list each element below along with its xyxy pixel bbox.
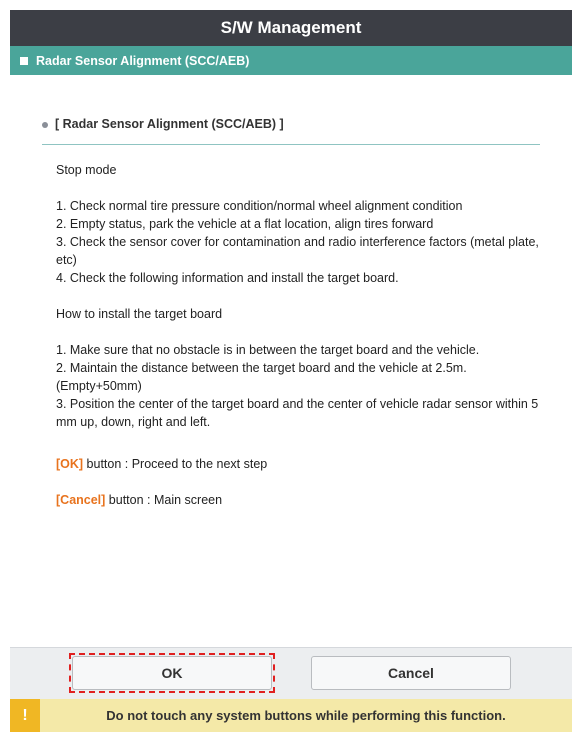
- app-window: [10, 10, 572, 732]
- ok-note-text: button : Proceed to the next step: [83, 457, 268, 471]
- stop-step-4: 4. Check the following information and install the target board.: [56, 271, 399, 285]
- warning-text: Do not touch any system buttons while performing this function.: [106, 708, 506, 723]
- section-title: Radar Sensor Alignment (SCC/AEB): [36, 53, 250, 68]
- stop-step-1: 1. Check normal tire pressure condition/normal wheel alignment condition: [56, 199, 463, 213]
- install-step-2: 2. Maintain the distance between the target board and the vehicle at 2.5m. (Empty+50mm): [56, 361, 467, 393]
- procedure-heading: [42, 117, 540, 145]
- instruction-panel: [10, 75, 572, 647]
- stop-step-3: 3. Check the sensor cover for contamination and radio interference factors (metal plate, etc): [56, 235, 539, 267]
- instruction-text: [56, 161, 546, 509]
- ok-button[interactable]: OK: [72, 656, 272, 690]
- window-title: S/W Management: [220, 18, 362, 37]
- cancel-note: [56, 491, 546, 509]
- procedure-heading-text: [ Radar Sensor Alignment (SCC/AEB) ]: [55, 117, 284, 131]
- window-title-bar: [10, 10, 572, 46]
- exclamation-icon: !: [10, 699, 40, 732]
- section-header: [10, 46, 572, 75]
- install-step-3: 3. Position the center of the target board and the center of vehicle radar sensor within 5 mm up, down, right and left.: [56, 397, 539, 429]
- ok-note-key: [OK]: [56, 457, 84, 471]
- ok-note: [56, 455, 546, 473]
- button-bar: [10, 647, 572, 700]
- warning-banner: [10, 699, 572, 732]
- cancel-note-text: button : Main screen: [105, 493, 223, 507]
- install-title: How to install the target board: [56, 307, 223, 321]
- stop-mode-title: Stop mode: [56, 163, 117, 177]
- cancel-button[interactable]: Cancel: [311, 656, 511, 690]
- square-bullet-icon: [20, 57, 28, 65]
- install-step-1: 1. Make sure that no obstacle is in between the target board and the vehicle.: [56, 343, 480, 357]
- dot-bullet-icon: [42, 122, 48, 128]
- cancel-note-key: [Cancel]: [56, 493, 106, 507]
- stop-step-2: 2. Empty status, park the vehicle at a flat location, align tires forward: [56, 217, 434, 231]
